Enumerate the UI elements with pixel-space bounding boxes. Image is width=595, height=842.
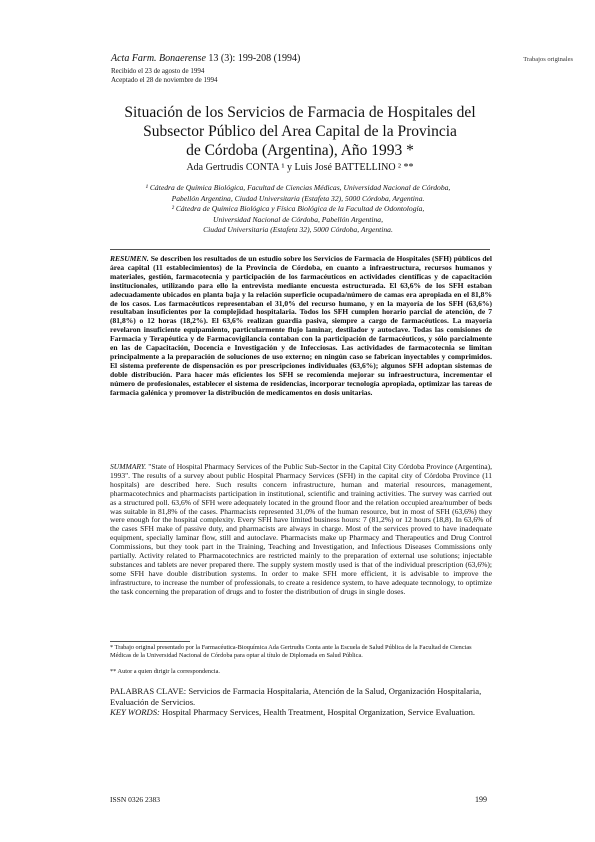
resumen-label: RESUMEN. bbox=[110, 254, 149, 263]
summary-abstract bbox=[110, 463, 492, 597]
keywords-es-text: Servicios de Farmacia Hospitalaria, Atención de la Salud, Organización Hospitalaria, Evaluación de Servicios. bbox=[110, 686, 482, 707]
title-line-3: de Córdoba (Argentina), Año 1993 * bbox=[186, 142, 414, 159]
article-title bbox=[110, 103, 490, 160]
affiliation-line-2: Pabellón Argentina, Ciudad Universitaria (Estafeta 32), 5000 Córdoba, Argentina. bbox=[171, 193, 425, 203]
title-line-1: Situación de los Servicios de Farmacia de Hospitales del bbox=[124, 104, 476, 121]
summary-text: "State of Hospital Pharmacy Services of the Public Sub-Sector in the Capital City Córdoba Province (Argentina), 1993". The results of a survey about public Hospital Pharmacy Services (SFH) in the capital city of Córdoba Province (11 hospitals) are described here. Such results concern infrastructure, human and material resources, management, pharmacotechnics and pharmacists participation in institutional, scientific and training activities. The survey was carried out as a structured poll. 63,6% of SFH were adequately located in the ground floor and the relation occupied area/number of beds was suitable in 81,8% of the cases. Pharmacists represented 31,0% of the human resource, but in most of SFH (63,6%) they were enough for the hospital complexity. Every SFH have limited business hours: 7 (81,2%) or 12 hours (18,8). In 63,6% of the cases SFH make of passive duty, and pharmacists are always in charge. Most of the services proved to have inadequate equipment, specially laminar flow, still and autoclave. Pharmacists make up Pharmacy and Therapeutics and Drug Control Commissions, but they took part in the Training, Teaching and Investigation, and Infectious Diseases Commissions only partially. Activity related to Pharmacotechnics are restricted mainly to the preparation of external use solutions; injectable substances and tablets are never prepared there. The supply system mostly used is that of the individual prescription (63,6%); some SFH have double distribution systems. In order to make SFH more efficient, it is advisable to improve the infrastructure, to increase the number of professionals, to create a residence system, to have adequate tecnnology, to optimize the task concerning the preparation of drugs and to foster the distribution of drugs in single doses. bbox=[110, 462, 492, 596]
abstract-divider bbox=[110, 249, 490, 250]
resumen-abstract bbox=[110, 255, 492, 398]
keywords-es-label: PALABRAS CLAVE: bbox=[110, 686, 187, 696]
page-number: 199 bbox=[475, 795, 487, 804]
received-dates bbox=[111, 67, 218, 84]
affiliation-line-5: Ciudad Universitaria (Estafeta 32), 5000 Córdoba, Argentina. bbox=[203, 225, 393, 234]
affiliation-line-1: ¹ Cátedra de Química Biológica, Facultad de Ciencias Médicas, Universidad Nacional de Córdoba, bbox=[145, 183, 451, 192]
article-type: Trabajos originales bbox=[523, 56, 573, 63]
summary-label: SUMMARY. bbox=[110, 462, 147, 471]
keywords-es bbox=[110, 686, 492, 707]
issn: ISSN 0326 2383 bbox=[110, 795, 161, 804]
author-list: Ada Gertrudis CONTA ¹ y Luis José BATTELLINO ² ** bbox=[186, 162, 414, 173]
journal-citation bbox=[111, 53, 300, 64]
footnote-divider bbox=[110, 641, 190, 642]
footnote-2: ** Autor a quien dirigir la correspondencia. bbox=[110, 668, 220, 675]
journal-name: Acta Farm. Bonaerense bbox=[111, 53, 206, 64]
affiliation-line-3: ² Cátedra de Química Biológica y Física Biológica de la Facultad de Odontología, bbox=[171, 204, 425, 213]
accepted-date: Aceptado el 28 de noviembre de 1994 bbox=[111, 75, 218, 84]
affiliation-line-4: Universidad Nacional de Córdoba, Pabellón Argentina, bbox=[213, 214, 383, 224]
received-date: Recibido el 23 de agosto de 1994 bbox=[111, 67, 205, 75]
journal-volume: 13 (3): 199-208 (1994) bbox=[208, 53, 301, 64]
keywords-en-label: KEY WORDS: bbox=[110, 707, 160, 717]
title-line-2: Subsector Público del Area Capital de la Provincia bbox=[143, 123, 457, 140]
affiliations bbox=[118, 183, 478, 236]
footnote-1: * Trabajo original presentado por la Farmacéutica-Bioquímica Ada Gertrudis Conta ante la Escuela de Salud Pública de la Facultad de Ciencias Médicas de la Universidad Nacional de Córdoba para optar al título de Diplomada en Salud Pública. bbox=[110, 644, 472, 659]
keywords-block bbox=[110, 686, 492, 718]
keywords-en bbox=[110, 707, 492, 718]
keywords-en-text: Hospital Pharmacy Services, Health Treatment, Hospital Organization, Service Evaluation. bbox=[162, 707, 476, 717]
resumen-text: Se describen los resultados de un estudio sobre los Servicios de Farmacia de Hospitales (SFH) públicos del área capital (11 establecimientos) de la Provincia de Córdoba, en cuanto a infraestructura, recursos humanos y materiales, gestión, farmacotecnia y participación de los farmacéuticos en actividades científicas y de capacitación institucionales, utilizando para ello la entrevista mediante encuesta estructurada. El 63,6% de los SFH estaban adecuadamente ubicados en planta baja y la relación superficie ocupada/número de camas era apropiada en el 81,8% de los casos. Los farmacéuticos representaban el 31,0% del recurso humano, y en la mayoría de los SFH (63,6%) resultaban insuficientes por la complejidad hospitalaria. Todos los SFH cumplen horario parcial de atención, de 7 (81,8%) o 12 horas (18,2%). El 63,6% realizan guardia pasiva, siempre a cargo de farmacéuticos. La mayoría revelaron insuficiente equipamiento, particularmente flujo laminar, destilador y autoclave. Todas las comisiones de Farmacia y Terapéutica y de Farmacovigilancia contaban con la participación de farmacéuticos, y sólo parcialmente en las de Capacitación, Docencia e Investigación y de Infecciosas. Las actividades de farmacotecnia se limitan principalmente a la preparación de soluciones de uso externo; en ningún caso se fabrican inyectables y comprimidos. El sistema preferente de dispensación es por prescripciones individuales (63,6%); algunos SFH adoptan sistemas de doble distribución. Para hacer más eficientes los SFH se recomienda mejorar su infraestructura, incrementar el número de profesionales, establecer el sistema de residencias, incorporar tecnología apropiada, optimizar las tareas de farmacia galénica y promover la distribución de medicamentos en dosis unitarias. bbox=[110, 254, 493, 397]
